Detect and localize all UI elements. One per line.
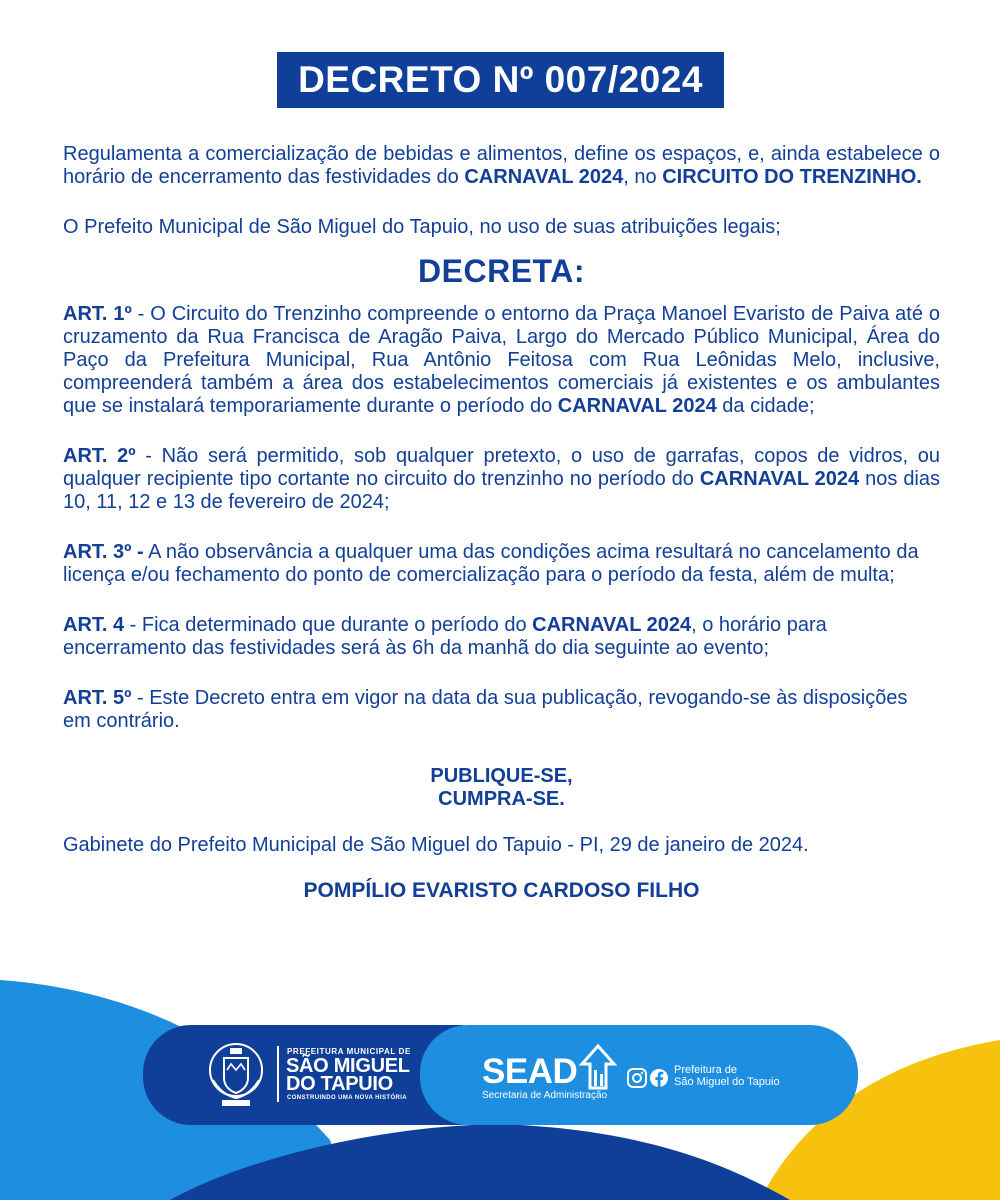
article-5-text: - Este Decreto entra em vigor na data da sua publicação, revogando-se às disposições em contrário. [63, 687, 908, 732]
footer-divider [277, 1046, 279, 1102]
prefeitura-label: PREFEITURA MUNICIPAL DE [287, 1047, 411, 1056]
city-name-line-2: DO TAPUIO [286, 1073, 393, 1095]
article-2-bold: CARNAVAL 2024 [699, 468, 860, 490]
article-5-label: ART. 5º [63, 687, 132, 709]
article-2-label: ART. 2º [63, 445, 136, 467]
signature-name: POMPÍLIO EVARISTO CARDOSO FILHO [303, 879, 700, 902]
decree-body [63, 143, 940, 902]
article-1-bold: CARNAVAL 2024 [557, 395, 717, 417]
article-2-text: - Não será permitido, sob qualquer pretexto, o uso de garrafas, copos de vidros, ou qualquer recipiente tipo cortante no circuito do trenzinho no período do [63, 445, 941, 490]
article-3 [63, 541, 940, 587]
intro-paragraph [63, 143, 940, 189]
article-4-text: - Fica determinado que durante o período do [124, 614, 533, 636]
article-5 [63, 687, 940, 733]
article-2 [63, 445, 940, 514]
article-3-label: ART. 3º - [63, 541, 144, 563]
article-1-text: - O Circuito do Trenzinho compreende o entorno da Praça Manoel Evaristo de Paiva até o cruzamento da Rua Francisca de Aragão Paiva, Largo do Mercado Público Municipal, Área do Paço da Prefeitura Municipal, Rua Antônio Feitosa com Rua Leônidas Melo, inclusive, compreenderá também a área dos estabelecimentos comerciais já existentes e os ambulantes que se instalará temporariamente durante o período do [63, 303, 940, 417]
sead-subtitle: Secretaria de Administração [482, 1090, 608, 1101]
decreta-heading: DECRETA: [418, 253, 585, 289]
article-4-label: ART. 4 [63, 614, 125, 636]
prefeitura-tagline: CONSTRUINDO UMA NOVA HISTÓRIA [287, 1095, 408, 1101]
article-3-text: A não observância a qualquer uma das condições acima resultará no cancelamento da licença e/ou fechamento do ponto de comercialização para o período da festa, além de multa; [63, 541, 919, 586]
article-1 [63, 303, 940, 418]
social-prefeitura-text [674, 1064, 780, 1088]
article-4 [63, 614, 940, 660]
intro-bold-circuito: CIRCUITO DO TRENZINHO. [662, 166, 922, 188]
decree-title-text: DECRETO Nº 007/2024 [298, 59, 703, 100]
decree-title [277, 52, 724, 108]
intro-bold-carnaval: CARNAVAL 2024 [464, 166, 624, 188]
social-line-2: São Miguel do Tapuio [674, 1076, 780, 1088]
social-icons [627, 1068, 669, 1088]
article-4-bold: CARNAVAL 2024 [532, 614, 692, 636]
article-1-text-2: da cidade; [716, 395, 815, 417]
instagram-icon [628, 1069, 646, 1087]
intro-text: Regulamenta a comercialização de bebidas e alimentos, define os espaços, e, ainda estabelece o horário de encerramento das festividades do [63, 143, 940, 188]
arrow-up-icon [578, 1042, 618, 1090]
article-2-text-2: nos dias 10, 11, 12 e 13 de fevereiro de 2024; [63, 468, 941, 513]
city-name-line-1: SÃO MIGUEL [286, 1055, 410, 1077]
sead-logo-text: SEAD [482, 1052, 578, 1091]
social-line-1: Prefeitura de [674, 1064, 737, 1076]
article-4-text-2: , o horário para encerramento das festividades será às 6h da manhã do dia seguinte ao evento; [63, 614, 827, 659]
crest-emblem-icon [205, 1040, 267, 1112]
gabinete-line: Gabinete do Prefeito Municipal de São Miguel do Tapuio - PI, 29 de janeiro de 2024. [63, 834, 809, 856]
publique-se: PUBLIQUE-SE, [430, 765, 573, 787]
article-1-label: ART. 1º [63, 303, 132, 325]
facebook-icon [650, 1069, 668, 1087]
preamble: O Prefeito Municipal de São Miguel do Tapuio, no uso de suas atribuições legais; [63, 216, 781, 238]
cumpra-se: CUMPRA-SE. [438, 788, 565, 810]
intro-text-2: , no [623, 166, 663, 188]
